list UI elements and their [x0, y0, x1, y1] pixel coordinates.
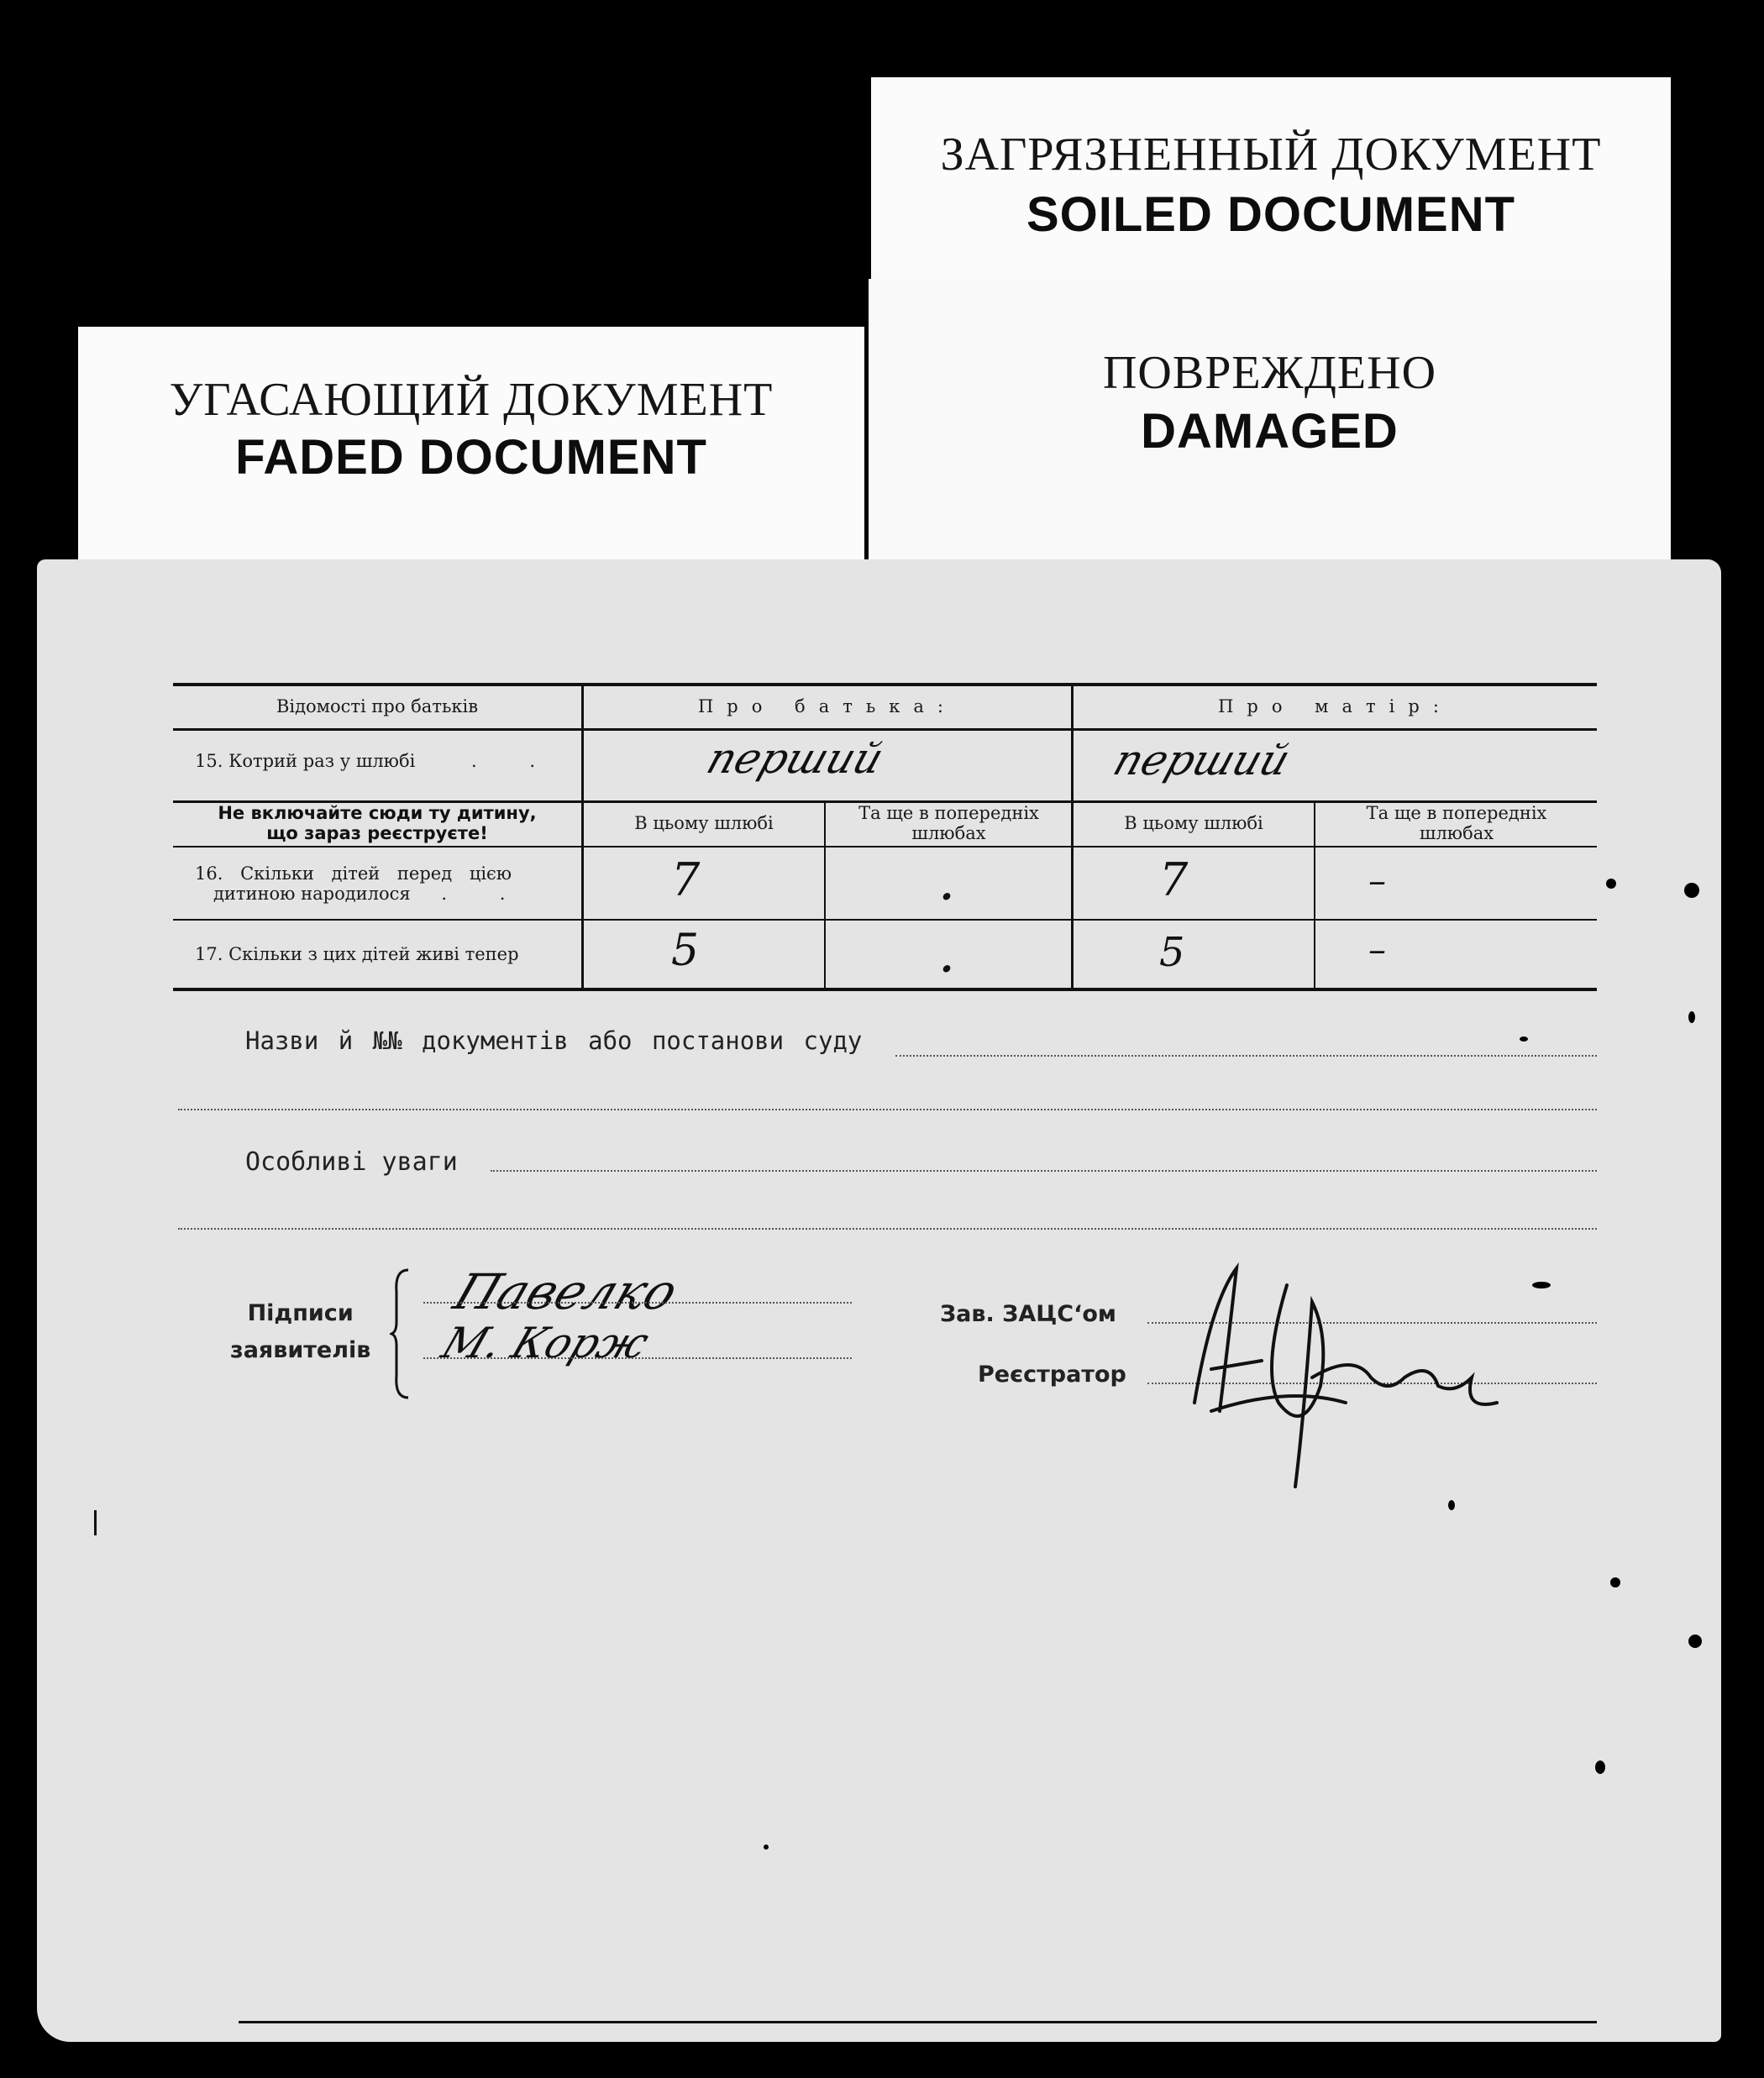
row16-leader-dots: . . — [441, 884, 529, 904]
row16-line2-wrap — [195, 884, 575, 904]
speck — [1532, 1282, 1551, 1288]
father-this-marriage-header: В цьому шлюбі — [634, 813, 774, 833]
applicants-signatures-label — [230, 1295, 370, 1369]
row15-label — [195, 751, 559, 771]
table-col-divider-1 — [581, 685, 584, 989]
applicants-label-line1: Підписи — [247, 1300, 354, 1326]
applicant-signature-1-line — [423, 1302, 852, 1304]
applicant-signature-1: Павелко — [446, 1263, 686, 1320]
mother-prev-line1: Та ще в попередніх — [1366, 803, 1547, 823]
faded-label-ru: УГАСАЮЩИЙ ДОКУМЕНТ — [169, 374, 774, 426]
row16-father-this: 7 — [671, 853, 701, 906]
row17-mother-prev: – — [1368, 929, 1386, 970]
punch-hole — [1688, 1635, 1702, 1648]
header-father: Про батька: — [697, 696, 957, 716]
signatures-brace — [390, 1267, 415, 1401]
documents-field-label: Назви й №№ документів або постанови суду — [245, 1026, 863, 1055]
father-prev-line1: Та ще в попередніх — [858, 803, 1039, 823]
head-zags-label: Зав. ЗАЦС‘ом — [940, 1301, 1116, 1327]
row17-father-this: 5 — [671, 926, 700, 976]
applicant-signature-2: М. Корж — [435, 1319, 656, 1367]
documents-field-line — [895, 1055, 1597, 1057]
registrar-label: Реєстратор — [978, 1362, 1126, 1388]
speck — [1595, 1761, 1605, 1774]
table-col-divider-3 — [824, 800, 826, 989]
remarks-field-line — [491, 1170, 1597, 1172]
row16-line2: дитиною народилося — [213, 884, 411, 904]
speck — [1448, 1500, 1455, 1510]
speck — [1606, 879, 1616, 889]
note-line1: Не включайте сюди ту дитину, — [218, 803, 537, 823]
faded-document-label — [78, 327, 864, 570]
table-col-divider-2 — [1071, 685, 1074, 989]
edge-mark — [94, 1510, 97, 1535]
row16-mother-prev: – — [1368, 860, 1386, 901]
punch-hole — [1684, 883, 1699, 898]
mother-prev-line2: шлюбах — [1419, 823, 1494, 843]
mother-prev-marriages-header — [1316, 803, 1597, 843]
row16-label — [195, 863, 575, 904]
row16-line1: 16. Скільки дітей перед цією — [195, 863, 512, 884]
speck — [1688, 1011, 1695, 1023]
row17-label: 17. Скільки з цих дітей живі тепер — [195, 944, 519, 964]
damaged-label-ru: ПОВРЕЖДЕНО — [1102, 347, 1437, 399]
row16-bottom-rule — [173, 919, 1597, 921]
row17-mother-this: 5 — [1159, 929, 1185, 976]
remarks-field-label: Особливі уваги — [245, 1147, 458, 1177]
header-mother: Про матір: — [1218, 696, 1452, 716]
faded-label-en: FADED DOCUMENT — [235, 430, 707, 485]
soiled-document-label — [871, 77, 1671, 287]
speck — [1610, 1577, 1620, 1587]
speck — [764, 1844, 769, 1850]
mother-this-marriage-header: В цьому шлюбі — [1124, 813, 1263, 833]
table-bottom-rule — [173, 988, 1597, 991]
table-col-divider-4 — [1314, 800, 1315, 989]
row15-mother-value: перший — [1107, 736, 1297, 784]
sheet-bottom-rule — [239, 2021, 1597, 2023]
applicants-label-line2: заявителів — [230, 1337, 371, 1363]
soiled-label-ru: ЗАГРЯЗНЕННЫЙ ДОКУМЕНТ — [940, 129, 1602, 181]
applicant-signature-2-line — [423, 1357, 852, 1359]
soiled-label-en: SOILED DOCUMENT — [1026, 187, 1516, 242]
row15-label-text: 15. Котрий раз у шлюбі — [195, 751, 416, 771]
header-bottom-rule — [173, 728, 1597, 731]
header-parents-info: Відомості про батьків — [276, 696, 479, 716]
damaged-document-label — [869, 279, 1671, 569]
row17-father-prev: . — [940, 936, 954, 981]
note-exclude-child — [173, 803, 581, 843]
father-prev-line2: шлюбах — [911, 823, 986, 843]
note-bottom-rule — [173, 846, 1597, 847]
document-sheet — [37, 559, 1721, 2042]
documents-field-line-2 — [178, 1109, 1597, 1110]
damaged-label-en: DAMAGED — [1141, 404, 1399, 459]
note-line2: що зараз реєструєте! — [266, 823, 488, 843]
row15-father-value: перший — [701, 734, 890, 783]
row16-mother-this: 7 — [1159, 853, 1189, 906]
row15-leader-dots: . . — [471, 751, 559, 771]
row16-father-prev: . — [940, 863, 954, 909]
speck — [1520, 1036, 1528, 1042]
registrar-signature — [1161, 1252, 1522, 1503]
remarks-field-line-2 — [178, 1228, 1597, 1230]
father-prev-marriages-header — [827, 803, 1071, 843]
table-top-rule — [173, 683, 1597, 686]
